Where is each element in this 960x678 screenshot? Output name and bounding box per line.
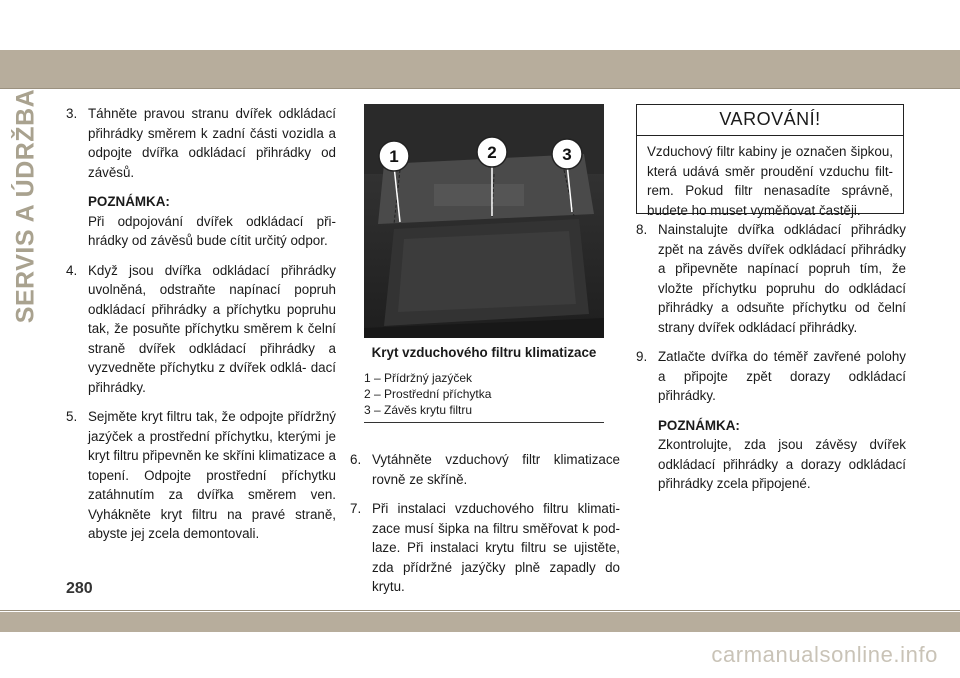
section-side-label xyxy=(8,88,44,324)
warning-box xyxy=(636,104,904,218)
step-6 xyxy=(350,450,620,489)
section-title: SERVIS A ÚDRŽBA xyxy=(11,88,40,324)
caption-title: Kryt vzduchového filtru klimatizace xyxy=(371,345,597,360)
step-3 xyxy=(66,104,336,182)
filter-cover-photo xyxy=(364,104,604,338)
step-5 xyxy=(66,407,336,544)
caption-rule xyxy=(364,422,604,423)
step-number: 8. xyxy=(636,222,648,237)
legend-item: 1 – Přídržný jazýček xyxy=(364,371,473,385)
step-4 xyxy=(66,261,336,398)
note-title: POZNÁMKA: xyxy=(88,194,170,209)
warning-body: Vzduchový filtr kabiny je označen šipkou, která udává směr proudění vzduchu filt- rem. Pokud filtr nenasadíte správně, budete ho muset vyměňovat častěji. xyxy=(647,144,893,218)
step-text: Když jsou dvířka odkládací přihrádky uvolněná, odstraňte napínací popruh odkládací přihrádky a příchytku popruhu tak, že posuňte příchytku směrem k čelní straně dvířek odkládací přihrádky a vyzvedněte příchytku z dvířek odklá- dací přihrádky. xyxy=(88,262,336,395)
footer-divider xyxy=(0,610,960,611)
step-number: 4. xyxy=(66,262,78,278)
step-number: 6. xyxy=(350,452,362,467)
step-text: Táhněte pravou stranu dvířek odkládací přihrádky směrem k zadní části vozidla a odpojte dvířka odkládací přihrádky od závěsů. xyxy=(88,106,336,180)
step-7 xyxy=(350,499,620,597)
step-text: Zatlačte dvířka do téměř zavřené polohy a připojte zpět dorazy odkládací přihrádky. xyxy=(658,349,906,403)
watermark: carmanualsonline.info xyxy=(711,642,938,667)
callout-1-label: 1 xyxy=(389,147,399,166)
step-8 xyxy=(636,220,906,337)
legend-item: 2 – Prostřední příchytka xyxy=(364,387,492,401)
step-text: Při instalaci vzduchového filtru klimati- zace musí šipka na filtru směřovat k pod- laze. Při instalaci krytu filtru se ujistěte, zda přídržné jazýčky plně zapadly do krytu. xyxy=(372,501,620,594)
column-right xyxy=(636,220,906,504)
step-number: 7. xyxy=(350,501,362,516)
footer-band xyxy=(0,612,960,632)
callout-3-label: 3 xyxy=(562,145,572,164)
step-number: 5. xyxy=(66,409,78,424)
note-body: Při odpojování dvířek odkládací při- hrádky od závěsů bude cítit určitý odpor. xyxy=(88,213,336,248)
header-band xyxy=(0,50,960,88)
figure-caption xyxy=(364,345,604,423)
note-title: POZNÁMKA: xyxy=(658,417,740,433)
warning-title: VAROVÁNÍ! xyxy=(637,105,903,136)
note-box xyxy=(658,416,906,494)
callout-2-label: 2 xyxy=(487,143,497,162)
step-number: 9. xyxy=(636,349,648,364)
legend-item: 3 – Závěs krytu filtru xyxy=(364,403,473,417)
step-text: Vytáhněte vzduchový filtr klimatizace rovně ze skříně. xyxy=(372,452,620,487)
header-divider xyxy=(0,88,960,89)
step-9 xyxy=(636,347,906,406)
page-number: 280 xyxy=(66,580,93,597)
note-box xyxy=(88,192,336,251)
column-middle xyxy=(350,450,620,607)
note-body: Zkontrolujte, zda jsou závěsy dvířek odkládací přihrádky a dorazy odkládací přihrádky zcela připojené. xyxy=(658,437,906,491)
column-left xyxy=(66,104,336,554)
step-text: Nainstalujte dvířka odkládací přihrádky zpět na závěs dvířek odkládací přihrádky a připevněte napínací popruh tím, že vložte příchytku popruhu do odkládací přihrádky a odsuňte příchytku od čelní strany dvířek odkládací přihrádky. xyxy=(658,222,906,335)
step-number: 3. xyxy=(66,106,78,121)
step-text: Sejměte kryt filtru tak, že odpojte přídržný jazýček a prostřední příchytku, kterými je kryt filtru připevněn ke skříni klimatizace a topení. Odpojte prostřední příchytku zatáhnutím za dvířka směrem ven. Vyhákněte kryt filtru na pravé straně, abyste jej zcela demontovali. xyxy=(88,409,336,541)
